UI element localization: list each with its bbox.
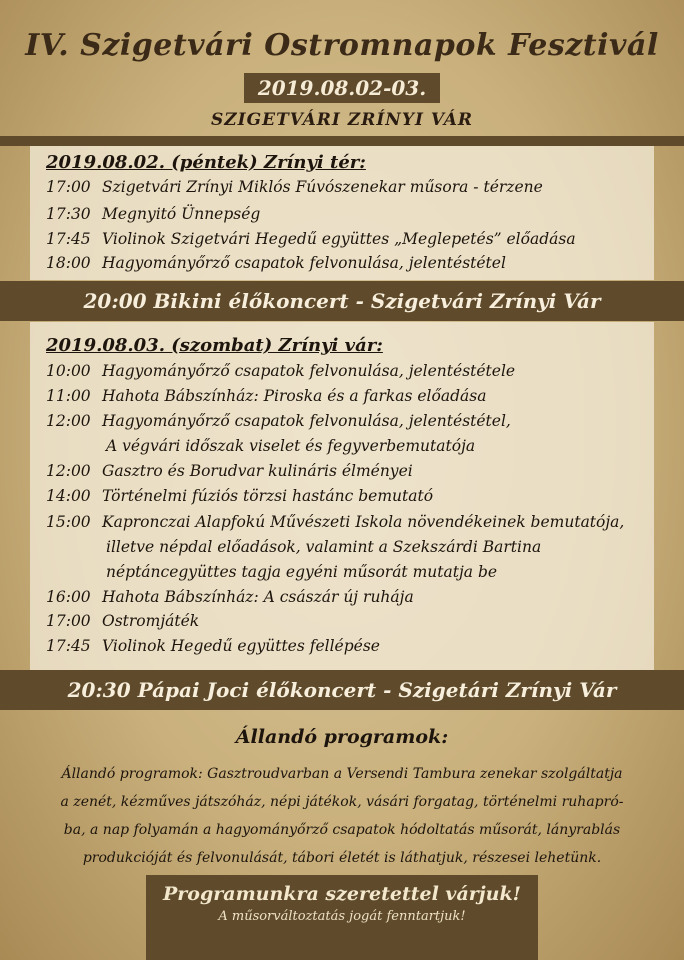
concert-banner-day2: 20:30 Pápai Joci élőkoncert - Szigetári Zrínyi Vár — [0, 670, 684, 710]
time: 15:00 — [46, 513, 91, 531]
event: Hagyományőrző csapatok felvonulása, jelentéstétele — [102, 362, 516, 380]
permanent-programs-text — [24, 760, 660, 872]
event: Hagyományőrző csapatok felvonulása, jelentéstétel — [102, 254, 506, 272]
time: 16:00 — [46, 588, 91, 606]
poster-title: IV. Szigetvári Ostromnapok Fesztivál — [25, 28, 659, 63]
day1-heading: 2019.08.02. (péntek) Zrínyi tér: — [46, 152, 366, 173]
schedule-row — [46, 486, 648, 506]
event: Kapronczai Alapfokú Művészeti Iskola növendékeinek bemutatója, — [102, 513, 625, 531]
schedule-row — [46, 253, 648, 273]
schedule-row — [46, 177, 648, 197]
schedule-row-continuation: néptáncegyüttes tagja egyéni műsorát mutatja be — [106, 563, 498, 581]
footer-box — [146, 875, 538, 960]
schedule-row — [46, 204, 648, 224]
time: 12:00 — [46, 412, 91, 430]
schedule-row — [46, 636, 648, 656]
event: Hahota Bábszínház: A császár új ruhája — [102, 588, 414, 606]
time: 18:00 — [46, 254, 91, 272]
schedule-row — [46, 587, 648, 607]
event: Ostromjáték — [102, 612, 200, 630]
concert-banner-day1: 20:00 Bikini élőkoncert - Szigetvári Zrínyi Vár — [0, 281, 684, 321]
schedule-row — [46, 229, 648, 249]
schedule-row — [46, 611, 648, 631]
event: Violinok Hegedű együttes fellépése — [102, 637, 380, 655]
time: 17:30 — [46, 205, 91, 223]
event: Violinok Szigetvári Hegedű együttes „Meglepetés” előadása — [102, 230, 576, 248]
schedule-row-continuation: illetve népdal előadások, valamint a Szekszárdi Bartina — [106, 538, 542, 556]
time: 14:00 — [46, 487, 91, 505]
venue-label: SZIGETVÁRI ZRÍNYI VÁR — [210, 110, 474, 130]
schedule-row — [46, 361, 648, 381]
event: Megnyitó Ünnepség — [102, 205, 261, 223]
disclaimer-text: A műsorváltoztatás jogát fenntartjuk! — [218, 909, 466, 924]
event: Hagyományőrző csapatok felvonulása, jelentéstétel, — [102, 412, 511, 430]
time: 17:00 — [46, 178, 91, 196]
schedule-row-continuation: A végvári időszak viselet és fegyverbemutatója — [106, 437, 476, 455]
date-badge: 2019.08.02-03. — [244, 73, 440, 103]
schedule-row — [46, 461, 648, 481]
time: 17:00 — [46, 612, 91, 630]
schedule-row — [46, 512, 648, 532]
invitation-text: Programunkra szeretettel várjuk! — [163, 883, 521, 905]
time: 11:00 — [46, 387, 91, 405]
permanent-programs-heading: Állandó programok: — [235, 726, 449, 748]
schedule-row — [46, 411, 648, 431]
event: Gasztro és Borudvar kulináris élményei — [102, 462, 413, 480]
paragraph-line: Állandó programok: Gasztroudvarban a Versendi Tambura zenekar szolgáltatja — [61, 766, 623, 782]
time: 17:45 — [46, 637, 91, 655]
time: 17:45 — [46, 230, 91, 248]
event: Történelmi fúziós törzsi hastánc bemutató — [102, 487, 434, 505]
time: 10:00 — [46, 362, 91, 380]
event: Szigetvári Zrínyi Miklós Fúvószenekar műsora - térzene — [102, 178, 543, 196]
paragraph-line: a zenét, kézműves játszóház, népi játékok, vásári forgatag, történelmi ruhapró- — [60, 794, 624, 810]
divider-band — [0, 136, 684, 146]
paragraph-line: produkcióját és felvonulását, tábori életét is láthatjuk, részesei lehetünk. — [82, 850, 602, 866]
paragraph-line: ba, a nap folyamán a hagyományőrző csapatok hódoltatás műsorát, lányrablás — [63, 822, 621, 838]
time: 12:00 — [46, 462, 91, 480]
schedule-row — [46, 386, 648, 406]
event: Hahota Bábszínház: Piroska és a farkas előadása — [102, 387, 487, 405]
day2-heading: 2019.08.03. (szombat) Zrínyi vár: — [46, 335, 383, 356]
